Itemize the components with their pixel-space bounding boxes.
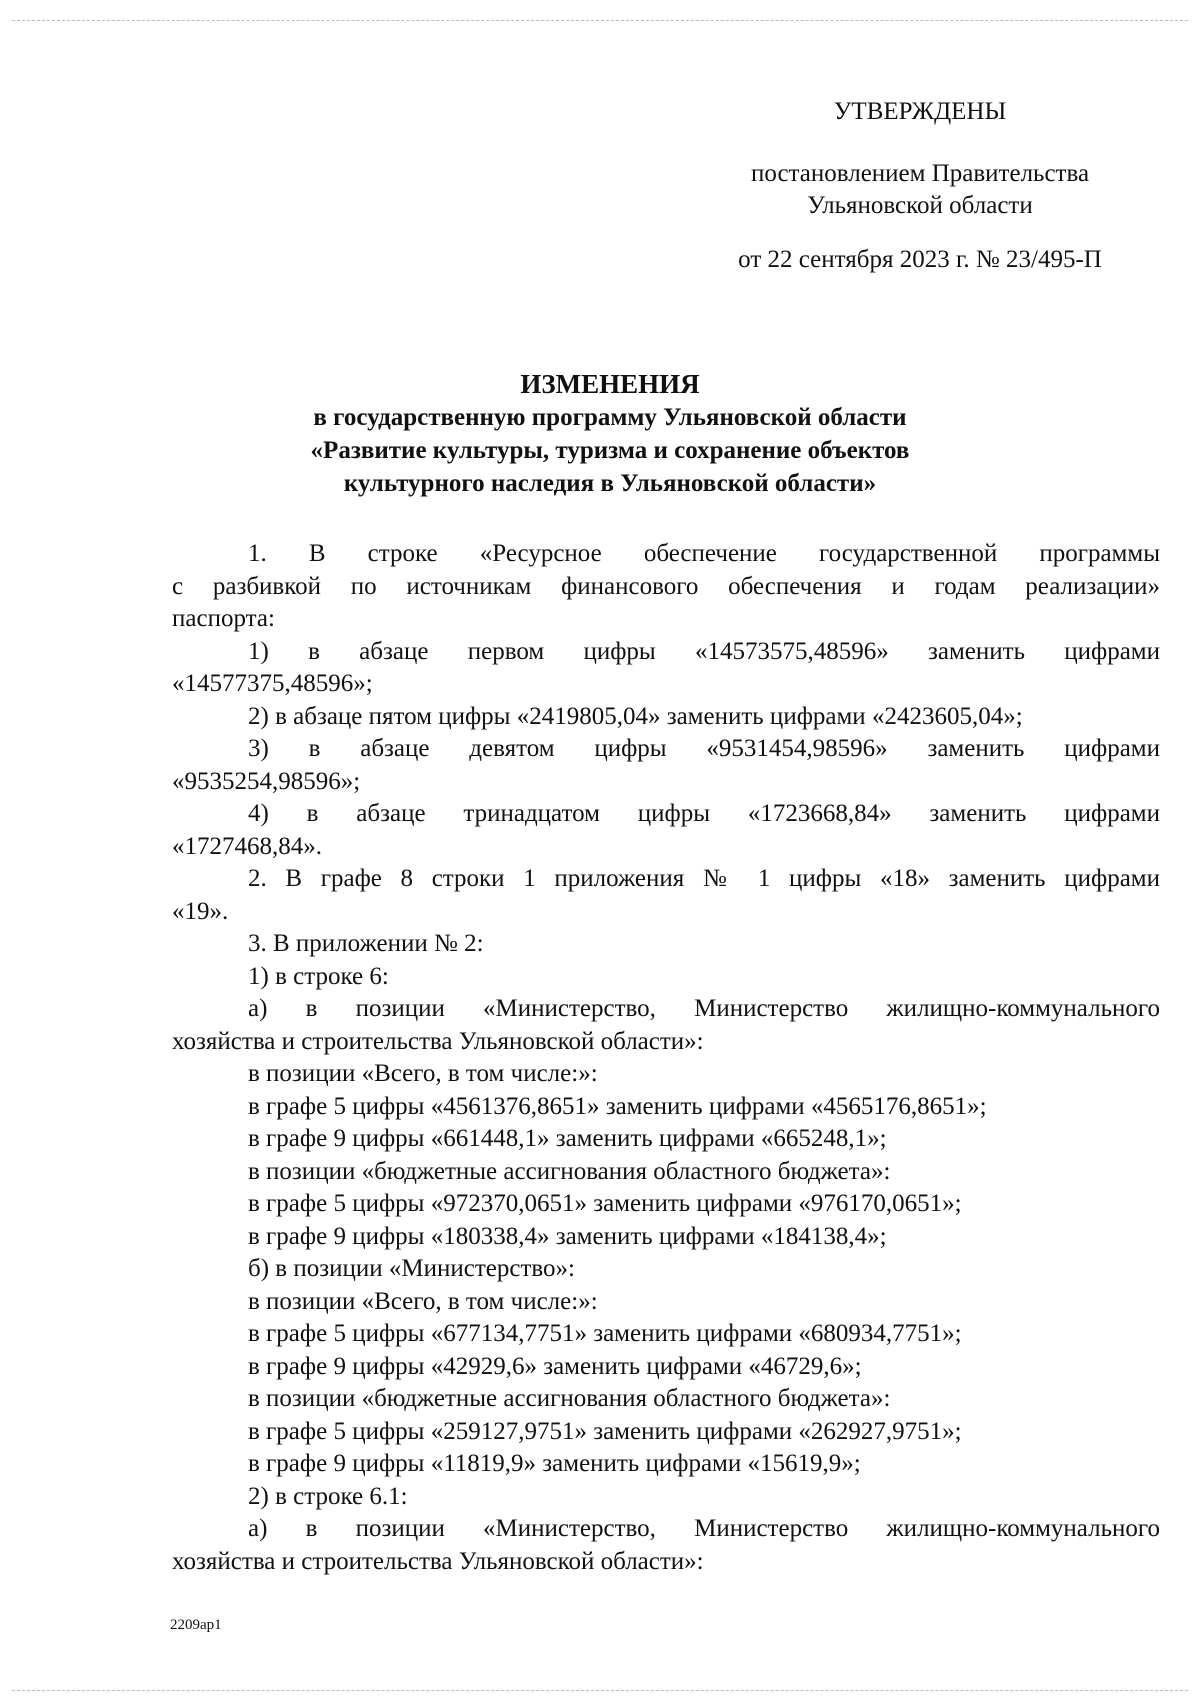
body-line: 1. В строке «Ресурсное обеспечение государственной программы — [248, 540, 1160, 567]
document-body — [172, 538, 1160, 1578]
body-line: 3. В приложении № 2: — [248, 930, 484, 957]
approval-stamp: УТВЕРЖДЕНЫ — [833, 98, 1007, 125]
body-line: в позиции «Всего, в том числе:»: — [248, 1287, 598, 1315]
approval-date-number: от 22 сентября 2023 г. № 23/495-П — [738, 246, 1102, 273]
body-line: а) в позиции «Министерство, Министерство жилищно-коммунального — [248, 1515, 1160, 1542]
body-line: «1727468,84». — [172, 832, 322, 860]
body-line: хозяйства и строительства Ульяновской области»: — [172, 1547, 704, 1575]
footer-code: 2209ap1 — [170, 1617, 222, 1633]
body-line: в графе 9 цифры «180338,4» заменить цифрами «184138,4»; — [248, 1222, 887, 1250]
body-line: в позиции «бюджетные ассигнования областного бюджета»: — [248, 1157, 891, 1185]
body-line: 2. В графе 8 строки 1 приложения № 1 цифры «18» заменить цифрами — [248, 865, 1160, 892]
approval-by-line-1: постановлением Правительства — [750, 160, 1090, 187]
body-line: а) в позиции «Министерство, Министерство жилищно-коммунального — [248, 995, 1160, 1022]
body-line: в графе 5 цифры «4561376,8651» заменить цифрами «4565176,8651»; — [248, 1092, 987, 1120]
title-line-3: культурного наследия в Ульяновской области» — [343, 470, 877, 497]
body-line: 4) в абзаце тринадцатом цифры «1723668,84» заменить цифрами — [248, 800, 1160, 827]
body-line: в графе 9 цифры «42929,6» заменить цифрами «46729,6»; — [248, 1352, 862, 1380]
title-main: ИЗМЕНЕНИЯ — [520, 369, 700, 399]
body-line: в графе 5 цифры «677134,7751» заменить цифрами «680934,7751»; — [248, 1320, 962, 1347]
body-line: в графе 9 цифры «661448,1» заменить цифрами «665248,1»; — [248, 1125, 887, 1152]
scan-edge-bottom — [12, 1690, 1188, 1691]
body-line: в графе 5 цифры «972370,0651» заменить цифрами «976170,0651»; — [248, 1190, 962, 1217]
body-line: паспорта: — [172, 605, 275, 632]
body-line: хозяйства и строительства Ульяновской области»: — [172, 1027, 704, 1055]
title-line-2: «Развитие культуры, туризма и сохранение объектов — [310, 437, 910, 464]
body-line: в графе 5 цифры «259127,9751» заменить цифрами «262927,9751»; — [248, 1417, 962, 1445]
body-line: в позиции «бюджетные ассигнования областного бюджета»: — [248, 1385, 891, 1412]
body-line: с разбивкой по источникам финансового обеспечения и годам реализации» — [172, 572, 1160, 600]
title-line-1: в государственную программу Ульяновской области — [313, 404, 907, 431]
body-line: «19». — [172, 897, 229, 925]
body-line: в графе 9 цифры «11819,9» заменить цифрами «15619,9»; — [248, 1450, 861, 1477]
body-line: «9535254,98596»; — [172, 767, 361, 795]
approval-by-line-2: Ульяновской области — [807, 192, 1033, 219]
body-line: «14577375,48596»; — [172, 670, 373, 697]
body-line: 1) в строке 6: — [248, 962, 389, 990]
document-title — [170, 368, 1050, 500]
scan-edge-top — [12, 20, 1188, 21]
body-line: б) в позиции «Министерство»: — [248, 1255, 575, 1282]
body-line: 2) в строке 6.1: — [248, 1482, 408, 1510]
body-line: 2) в абзаце пятом цифры «2419805,04» заменить цифрами «2423605,04»; — [248, 702, 1023, 730]
body-line: в позиции «Всего, в том числе:»: — [248, 1060, 598, 1087]
body-line: 3) в абзаце девятом цифры «9531454,98596» заменить цифрами — [248, 735, 1160, 762]
body-line: 1) в абзаце первом цифры «14573575,48596» заменить цифрами — [248, 637, 1160, 665]
